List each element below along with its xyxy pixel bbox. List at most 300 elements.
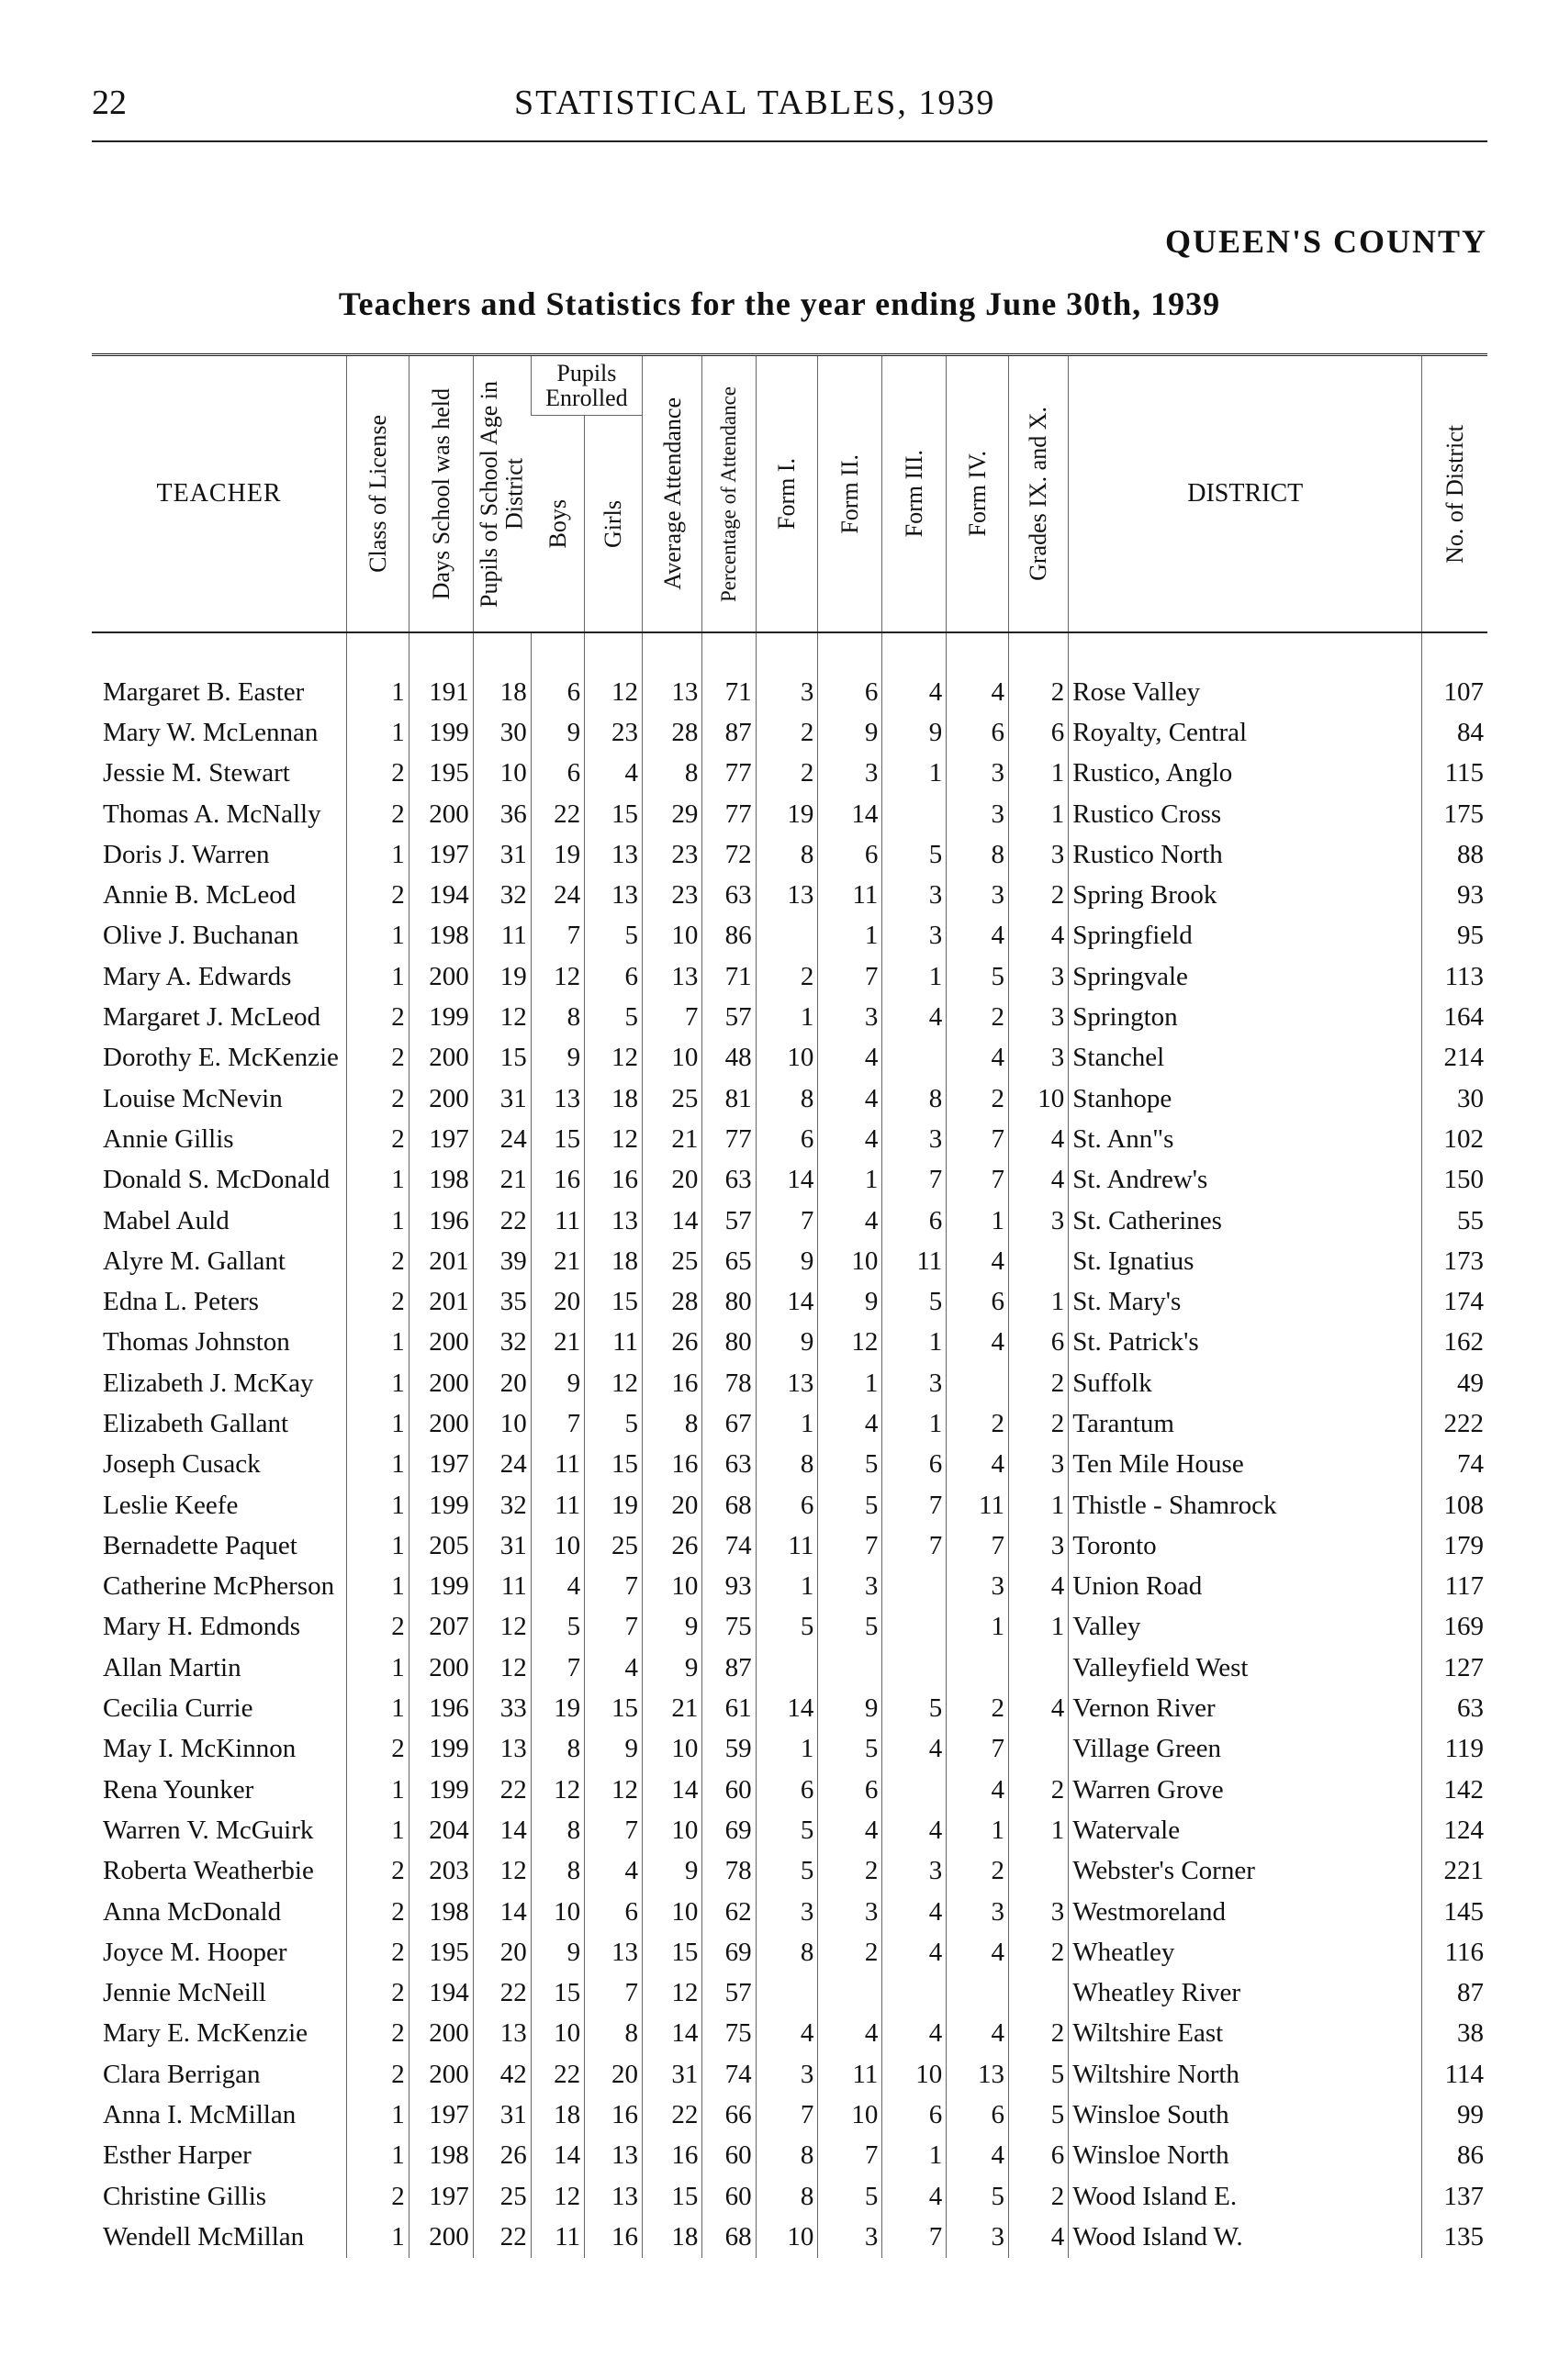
class-of-license-cell: 1 xyxy=(347,1770,409,1810)
form-1-cell: 5 xyxy=(756,1851,818,1892)
district-name-cell: Winsloe South xyxy=(1069,2095,1422,2135)
teacher-name-cell: Alyre M. Gallant xyxy=(103,1246,286,1276)
form-3-cell: 6 xyxy=(882,2095,947,2135)
girls-cell: 13 xyxy=(585,1932,643,1972)
form-1-cell: 10 xyxy=(756,2217,818,2257)
pupils-school-age-cell: 31 xyxy=(473,2095,531,2135)
table-row xyxy=(92,997,1487,1037)
boys-cell: 9 xyxy=(531,1363,584,1403)
teacher-header: TEACHER xyxy=(92,355,347,633)
grades-9-10-cell: 4 xyxy=(1008,2217,1068,2257)
form-4-cell: 3 xyxy=(947,875,1009,915)
table-row xyxy=(92,1892,1487,1932)
table-row xyxy=(92,2136,1487,2176)
district-number-cell: 175 xyxy=(1422,794,1487,834)
district-number-cell: 113 xyxy=(1422,956,1487,997)
pupils-school-age-cell: 42 xyxy=(473,2054,531,2095)
class-of-license-cell: 2 xyxy=(347,2176,409,2217)
days-held-cell: 200 xyxy=(409,1038,473,1078)
pupils-school-age-cell: 24 xyxy=(473,1445,531,1485)
class-of-license-cell: 2 xyxy=(347,1038,409,1078)
class-of-license-cell: 1 xyxy=(347,1648,409,1688)
percentage-attendance-cell: 57 xyxy=(702,997,756,1037)
boys-cell: 6 xyxy=(531,632,584,712)
grades-9-10-cell: 6 xyxy=(1008,2136,1068,2176)
form-2-cell: 6 xyxy=(818,1770,882,1810)
district-number-cell: 116 xyxy=(1422,1932,1487,1972)
form-2-cell xyxy=(818,1973,882,2014)
days-held-cell: 200 xyxy=(409,2014,473,2054)
form-4-cell: 4 xyxy=(947,916,1009,956)
grades-9-10-cell: 4 xyxy=(1008,1688,1068,1728)
form-1-cell: 4 xyxy=(756,2014,818,2054)
table-row xyxy=(92,712,1487,753)
form-4-cell xyxy=(947,1973,1009,2014)
percentage-attendance-cell: 75 xyxy=(702,2014,756,2054)
form-2-cell: 14 xyxy=(818,794,882,834)
days-held-cell: 199 xyxy=(409,997,473,1037)
district-number-cell: 119 xyxy=(1422,1729,1487,1770)
boys-cell: 4 xyxy=(531,1567,584,1607)
form-2-cell: 3 xyxy=(818,997,882,1037)
girls-header: Girls xyxy=(585,416,643,633)
girls-cell: 15 xyxy=(585,1688,643,1728)
days-held-cell: 195 xyxy=(409,1932,473,1972)
district-name-cell: Vernon River xyxy=(1069,1688,1422,1728)
form-4-cell: 2 xyxy=(947,1688,1009,1728)
district-number-cell: 55 xyxy=(1422,1201,1487,1241)
grades-9-10-cell: 6 xyxy=(1008,712,1068,753)
form-4-cell: 6 xyxy=(947,1281,1009,1322)
days-held-cell: 199 xyxy=(409,1729,473,1770)
district-number-cell: 117 xyxy=(1422,1567,1487,1607)
form-2-cell: 11 xyxy=(818,875,882,915)
girls-cell: 20 xyxy=(585,2054,643,2095)
district-number-cell: 214 xyxy=(1422,1038,1487,1078)
form-1-cell: 2 xyxy=(756,712,818,753)
district-number-cell: 88 xyxy=(1422,834,1487,875)
district-name-cell: Wheatley xyxy=(1069,1932,1422,1972)
form-4-cell xyxy=(947,1648,1009,1688)
district-name-cell: Valley xyxy=(1069,1607,1422,1648)
class-of-license-cell: 1 xyxy=(347,1363,409,1403)
form-4-cell: 7 xyxy=(947,1160,1009,1201)
girls-cell: 13 xyxy=(585,875,643,915)
district-name-cell: St. Ignatius xyxy=(1069,1241,1422,1281)
grades-9-10-cell: 2 xyxy=(1008,1363,1068,1403)
boys-cell: 14 xyxy=(531,2136,584,2176)
average-attendance-header: Average Attendance xyxy=(643,355,702,633)
table-row xyxy=(92,956,1487,997)
table-row xyxy=(92,1363,1487,1403)
form-1-cell: 14 xyxy=(756,1688,818,1728)
teacher-name-cell: Anna McDonald xyxy=(103,1896,282,1927)
form-3-cell: 4 xyxy=(882,2014,947,2054)
form-3-cell: 4 xyxy=(882,632,947,712)
district-number-cell: 222 xyxy=(1422,1403,1487,1444)
form-2-cell: 11 xyxy=(818,2054,882,2095)
form-2-cell: 4 xyxy=(818,2014,882,2054)
percentage-attendance-cell: 67 xyxy=(702,1403,756,1444)
grades-9-10-cell xyxy=(1008,1241,1068,1281)
days-held-cell: 200 xyxy=(409,956,473,997)
form-4-cell: 4 xyxy=(947,2014,1009,2054)
form-4-cell: 4 xyxy=(947,2136,1009,2176)
average-attendance-cell: 23 xyxy=(643,875,702,915)
days-held-cell: 197 xyxy=(409,2095,473,2135)
form-2-cell: 1 xyxy=(818,916,882,956)
form-3-cell: 3 xyxy=(882,1363,947,1403)
pupils-school-age-cell: 13 xyxy=(473,2014,531,2054)
average-attendance-cell: 22 xyxy=(643,2095,702,2135)
teacher-name-cell: Anna I. McMillan xyxy=(103,2100,297,2130)
district-number-cell: 221 xyxy=(1422,1851,1487,1892)
running-title: STATISTICAL TABLES, 1939 xyxy=(514,84,996,122)
teacher-name-cell: Mary H. Edmonds xyxy=(103,1612,301,1642)
grades-9-10-cell: 3 xyxy=(1008,1525,1068,1566)
average-attendance-cell: 14 xyxy=(643,1201,702,1241)
district-name-cell: Spring Brook xyxy=(1069,875,1422,915)
form-1-cell: 9 xyxy=(756,1241,818,1281)
form-3-cell: 3 xyxy=(882,1851,947,1892)
form-3-cell: 6 xyxy=(882,1201,947,1241)
form-3-cell: 8 xyxy=(882,1078,947,1119)
district-number-cell: 164 xyxy=(1422,997,1487,1037)
boys-cell: 7 xyxy=(531,1648,584,1688)
teacher-name-cell: Warren V. McGuirk xyxy=(103,1815,314,1845)
form-3-cell: 1 xyxy=(882,956,947,997)
average-attendance-cell: 23 xyxy=(643,834,702,875)
class-of-license-cell: 2 xyxy=(347,1281,409,1322)
percentage-attendance-cell: 66 xyxy=(702,2095,756,2135)
form-4-cell: 2 xyxy=(947,1078,1009,1119)
grades-9-10-cell: 3 xyxy=(1008,956,1068,997)
district-header: DISTRICT xyxy=(1069,355,1422,633)
district-name-cell: St. Patrick's xyxy=(1069,1323,1422,1363)
form-1-cell: 8 xyxy=(756,2176,818,2217)
percentage-attendance-cell: 71 xyxy=(702,632,756,712)
pupils-school-age-cell: 26 xyxy=(473,2136,531,2176)
form-4-cell: 6 xyxy=(947,712,1009,753)
percentage-attendance-cell: 74 xyxy=(702,1525,756,1566)
form-1-cell: 3 xyxy=(756,2054,818,2095)
form-4-cell: 7 xyxy=(947,1119,1009,1159)
table-row xyxy=(92,2217,1487,2257)
class-of-license-cell: 1 xyxy=(347,1810,409,1850)
girls-cell: 12 xyxy=(585,1119,643,1159)
days-held-cell: 200 xyxy=(409,2054,473,2095)
district-number-cell: 162 xyxy=(1422,1323,1487,1363)
girls-cell: 15 xyxy=(585,1281,643,1322)
days-school-held-header: Days School was held xyxy=(409,355,473,633)
boys-cell: 11 xyxy=(531,1201,584,1241)
average-attendance-cell: 20 xyxy=(643,1160,702,1201)
table-row xyxy=(92,1729,1487,1770)
pupils-school-age-cell: 14 xyxy=(473,1892,531,1932)
average-attendance-cell: 10 xyxy=(643,1038,702,1078)
percentage-attendance-cell: 69 xyxy=(702,1810,756,1850)
form-1-cell: 11 xyxy=(756,1525,818,1566)
girls-cell: 16 xyxy=(585,2095,643,2135)
days-held-cell: 196 xyxy=(409,1688,473,1728)
form-3-cell xyxy=(882,1038,947,1078)
form-4-cell: 7 xyxy=(947,1525,1009,1566)
form-3-cell: 10 xyxy=(882,2054,947,2095)
form-3-cell: 4 xyxy=(882,1729,947,1770)
grades-9-10-cell: 2 xyxy=(1008,1932,1068,1972)
girls-cell: 12 xyxy=(585,1363,643,1403)
form-2-cell: 3 xyxy=(818,2217,882,2257)
average-attendance-cell: 15 xyxy=(643,2176,702,2217)
table-row xyxy=(92,834,1487,875)
form-1-cell xyxy=(756,916,818,956)
teacher-name-cell: Margaret J. McLeod xyxy=(103,1002,321,1033)
teacher-name-cell: Jennie McNeill xyxy=(103,1978,266,2008)
percentage-attendance-cell: 63 xyxy=(702,1445,756,1485)
district-name-cell: Wiltshire North xyxy=(1069,2054,1422,2095)
form-2-cell: 9 xyxy=(818,1688,882,1728)
class-of-license-cell: 1 xyxy=(347,1323,409,1363)
table-row xyxy=(92,1567,1487,1607)
table-row xyxy=(92,1607,1487,1648)
page-number: 22 xyxy=(92,84,127,122)
class-of-license-cell: 1 xyxy=(347,1201,409,1241)
district-name-cell: Rose Valley xyxy=(1069,632,1422,712)
form-1-cell: 8 xyxy=(756,834,818,875)
girls-cell: 5 xyxy=(585,1403,643,1444)
class-of-license-cell: 1 xyxy=(347,834,409,875)
district-name-cell: Springfield xyxy=(1069,916,1422,956)
district-number-cell: 99 xyxy=(1422,2095,1487,2135)
class-of-license-cell: 1 xyxy=(347,2136,409,2176)
boys-cell: 15 xyxy=(531,1119,584,1159)
pupils-school-age-cell: 22 xyxy=(473,1973,531,2014)
teacher-name-cell: Wendell McMillan xyxy=(103,2221,305,2252)
boys-cell: 5 xyxy=(531,1607,584,1648)
pupils-school-age-header: Pupils of School Age in District xyxy=(473,355,531,633)
boys-cell: 22 xyxy=(531,794,584,834)
table-row xyxy=(92,1525,1487,1566)
boys-cell: 11 xyxy=(531,1485,584,1525)
form-2-cell: 4 xyxy=(818,1403,882,1444)
district-name-cell: Ten Mile House xyxy=(1069,1445,1422,1485)
percentage-attendance-cell: 57 xyxy=(702,1201,756,1241)
teacher-name-cell: Annie Gillis xyxy=(103,1123,234,1154)
grades-9-10-cell: 2 xyxy=(1008,1770,1068,1810)
form-2-cell: 5 xyxy=(818,2176,882,2217)
teacher-name-cell: Mary A. Edwards xyxy=(103,961,292,991)
average-attendance-cell: 25 xyxy=(643,1241,702,1281)
percentage-attendance-cell: 77 xyxy=(702,754,756,794)
girls-cell: 15 xyxy=(585,794,643,834)
form-3-cell xyxy=(882,1567,947,1607)
percentage-attendance-cell: 87 xyxy=(702,712,756,753)
days-held-cell: 199 xyxy=(409,712,473,753)
table-row xyxy=(92,1932,1487,1972)
girls-cell: 16 xyxy=(585,2217,643,2257)
girls-cell: 7 xyxy=(585,1973,643,2014)
grades-9-10-cell: 3 xyxy=(1008,997,1068,1037)
grades-9-10-cell: 1 xyxy=(1008,1607,1068,1648)
form-1-cell: 14 xyxy=(756,1160,818,1201)
pupils-school-age-cell: 22 xyxy=(473,2217,531,2257)
form-3-cell: 7 xyxy=(882,2217,947,2257)
days-held-cell: 198 xyxy=(409,2136,473,2176)
district-name-cell: Toronto xyxy=(1069,1525,1422,1566)
days-held-cell: 198 xyxy=(409,1160,473,1201)
grades-9-10-cell: 3 xyxy=(1008,834,1068,875)
grades-9-10-cell: 2 xyxy=(1008,632,1068,712)
district-name-cell: Westmoreland xyxy=(1069,1892,1422,1932)
form-2-cell: 7 xyxy=(818,2136,882,2176)
class-of-license-cell: 1 xyxy=(347,1445,409,1485)
district-number-cell: 93 xyxy=(1422,875,1487,915)
grades-9-10-cell: 1 xyxy=(1008,1281,1068,1322)
district-name-cell: Springvale xyxy=(1069,956,1422,997)
average-attendance-cell: 13 xyxy=(643,956,702,997)
form-1-cell: 7 xyxy=(756,2095,818,2135)
class-of-license-cell: 2 xyxy=(347,754,409,794)
percentage-attendance-cell: 86 xyxy=(702,916,756,956)
district-name-cell: Village Green xyxy=(1069,1729,1422,1770)
boys-cell: 21 xyxy=(531,1323,584,1363)
form-1-cell: 2 xyxy=(756,754,818,794)
teacher-name-cell: Annie B. McLeod xyxy=(103,880,297,911)
form-1-cell xyxy=(756,1648,818,1688)
grades-9-10-cell: 2 xyxy=(1008,875,1068,915)
girls-cell: 4 xyxy=(585,1648,643,1688)
form-1-cell: 10 xyxy=(756,1038,818,1078)
percentage-attendance-cell: 78 xyxy=(702,1851,756,1892)
percentage-attendance-cell: 72 xyxy=(702,834,756,875)
form-4-cell: 4 xyxy=(947,1445,1009,1485)
table-row xyxy=(92,632,1487,712)
boys-cell: 12 xyxy=(531,2176,584,2217)
girls-cell: 5 xyxy=(585,916,643,956)
form-3-cell: 5 xyxy=(882,834,947,875)
boys-cell: 24 xyxy=(531,875,584,915)
district-name-cell: Rustico North xyxy=(1069,834,1422,875)
form-4-cell: 2 xyxy=(947,997,1009,1037)
pupils-school-age-cell: 39 xyxy=(473,1241,531,1281)
boys-cell: 9 xyxy=(531,1038,584,1078)
percentage-attendance-cell: 77 xyxy=(702,794,756,834)
form-1-cell: 1 xyxy=(756,997,818,1037)
table-row xyxy=(92,2095,1487,2135)
days-held-cell: 197 xyxy=(409,1119,473,1159)
form-2-header: Form II. xyxy=(818,355,882,633)
form-4-cell: 7 xyxy=(947,1729,1009,1770)
pupils-school-age-cell: 11 xyxy=(473,1567,531,1607)
average-attendance-cell: 10 xyxy=(643,1729,702,1770)
percentage-attendance-cell: 75 xyxy=(702,1607,756,1648)
average-attendance-cell: 8 xyxy=(643,754,702,794)
class-of-license-cell: 2 xyxy=(347,794,409,834)
days-held-cell: 199 xyxy=(409,1567,473,1607)
percentage-attendance-cell: 71 xyxy=(702,956,756,997)
percentage-attendance-cell: 74 xyxy=(702,2054,756,2095)
form-3-cell xyxy=(882,794,947,834)
form-4-cell: 8 xyxy=(947,834,1009,875)
teacher-name-cell: Doris J. Warren xyxy=(103,839,270,869)
pupils-school-age-cell: 12 xyxy=(473,997,531,1037)
table-row xyxy=(92,1851,1487,1892)
form-3-cell: 7 xyxy=(882,1525,947,1566)
form-4-cell: 3 xyxy=(947,2217,1009,2257)
pupils-school-age-cell: 25 xyxy=(473,2176,531,2217)
teacher-name-cell: Elizabeth Gallant xyxy=(103,1408,289,1438)
grades-9-10-cell: 3 xyxy=(1008,1038,1068,1078)
district-number-cell: 124 xyxy=(1422,1810,1487,1850)
district-name-cell: Stanchel xyxy=(1069,1038,1422,1078)
grades-9-10-cell: 1 xyxy=(1008,1485,1068,1525)
girls-cell: 13 xyxy=(585,2176,643,2217)
pupils-school-age-cell: 10 xyxy=(473,1403,531,1444)
form-4-cell: 1 xyxy=(947,1607,1009,1648)
class-of-license-cell: 1 xyxy=(347,632,409,712)
district-number-cell: 107 xyxy=(1422,632,1487,712)
class-of-license-cell: 2 xyxy=(347,1892,409,1932)
class-of-license-cell: 2 xyxy=(347,997,409,1037)
average-attendance-cell: 28 xyxy=(643,712,702,753)
teacher-name-cell: Joyce M. Hooper xyxy=(103,1937,287,1967)
teacher-name-cell: Donald S. McDonald xyxy=(103,1165,331,1195)
form-2-cell: 4 xyxy=(818,1038,882,1078)
table-row xyxy=(92,1770,1487,1810)
days-held-cell: 200 xyxy=(409,1403,473,1444)
district-name-cell: Valleyfield West xyxy=(1069,1648,1422,1688)
percentage-attendance-cell: 61 xyxy=(702,1688,756,1728)
pupils-school-age-cell: 10 xyxy=(473,754,531,794)
teacher-name-cell: Olive J. Buchanan xyxy=(103,921,299,951)
boys-cell: 20 xyxy=(531,1281,584,1322)
district-number-header: No. of District xyxy=(1422,355,1487,633)
pupils-school-age-cell: 20 xyxy=(473,1932,531,1972)
form-1-cell: 1 xyxy=(756,1567,818,1607)
days-held-cell: 198 xyxy=(409,1892,473,1932)
girls-cell: 7 xyxy=(585,1567,643,1607)
percentage-attendance-cell: 81 xyxy=(702,1078,756,1119)
average-attendance-cell: 15 xyxy=(643,1932,702,1972)
district-number-cell: 150 xyxy=(1422,1160,1487,1201)
form-2-cell xyxy=(818,1648,882,1688)
table-row xyxy=(92,1485,1487,1525)
days-held-cell: 196 xyxy=(409,1201,473,1241)
percentage-attendance-cell: 63 xyxy=(702,1160,756,1201)
form-1-cell: 7 xyxy=(756,1201,818,1241)
class-of-license-cell: 1 xyxy=(347,1688,409,1728)
days-held-cell: 200 xyxy=(409,794,473,834)
boys-cell: 8 xyxy=(531,1810,584,1850)
average-attendance-cell: 10 xyxy=(643,1567,702,1607)
pupils-school-age-cell: 11 xyxy=(473,916,531,956)
district-number-cell: 145 xyxy=(1422,1892,1487,1932)
boys-cell: 10 xyxy=(531,1892,584,1932)
table-row xyxy=(92,916,1487,956)
form-3-cell: 11 xyxy=(882,1241,947,1281)
teacher-statistics-table xyxy=(92,353,1487,2258)
boys-cell: 22 xyxy=(531,2054,584,2095)
district-name-cell: Springton xyxy=(1069,997,1422,1037)
form-2-cell: 5 xyxy=(818,1729,882,1770)
grades-9-10-cell: 1 xyxy=(1008,1810,1068,1850)
table-row xyxy=(92,1119,1487,1159)
class-of-license-cell: 1 xyxy=(347,1160,409,1201)
days-held-cell: 191 xyxy=(409,632,473,712)
district-name-cell: Wheatley River xyxy=(1069,1973,1422,2014)
form-1-cell: 5 xyxy=(756,1810,818,1850)
table-row xyxy=(92,1688,1487,1728)
